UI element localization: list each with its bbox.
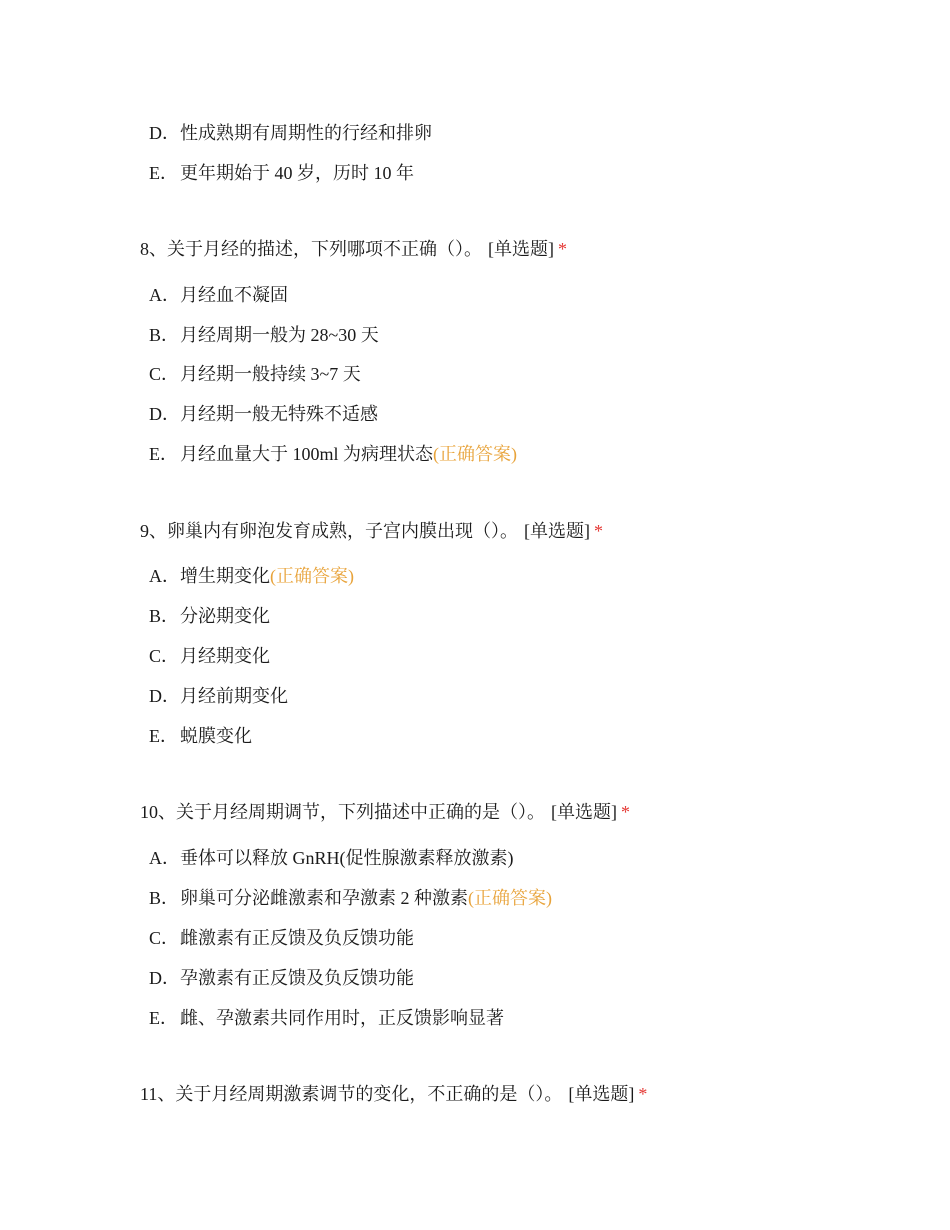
option-row: [149, 402, 378, 426]
option-letter: A．: [149, 848, 180, 868]
question-text: 11、关于月经周期激素调节的变化，不正确的是（）。: [140, 1084, 563, 1104]
option-letter: B．: [149, 606, 180, 626]
option-letter: A．: [149, 285, 180, 305]
correct-answer-tag: (正确答案): [270, 566, 354, 586]
option-text: 蜕膜变化: [180, 726, 252, 746]
option-text: 增生期变化: [180, 566, 270, 586]
option-letter: C．: [149, 364, 180, 384]
option-text: 卵巢可分泌雌激素和孕激素 2 种激素: [180, 888, 468, 908]
option-text: 月经血不凝固: [180, 285, 288, 305]
question-type: [单选题]: [568, 1084, 635, 1104]
option-letter: D．: [149, 968, 180, 988]
option-letter: D．: [149, 404, 180, 424]
option-row: [149, 966, 414, 990]
option-row: [149, 161, 414, 185]
required-marker: *: [638, 1084, 648, 1104]
option-row: [149, 323, 379, 347]
option-row: [149, 121, 432, 145]
required-marker: *: [621, 802, 630, 822]
question-text: 8、关于月经的描述，下列哪项不正确（）。: [140, 239, 482, 259]
option-row: [149, 604, 270, 628]
option-text: 雌、孕激素共同作用时，正反馈影响显著: [180, 1008, 504, 1028]
option-text: 月经周期一般为 28~30 天: [180, 325, 379, 345]
option-letter: C．: [149, 928, 180, 948]
question-title: [140, 237, 567, 261]
option-text: 更年期始于 40 岁，历时 10 年: [180, 163, 414, 183]
option-text: 月经期变化: [180, 646, 270, 666]
option-text: 垂体可以释放 GnRH(促性腺激素释放激素): [180, 848, 514, 868]
option-row: [149, 926, 414, 950]
option-row: [149, 564, 354, 588]
option-letter: B．: [149, 325, 180, 345]
option-letter: A．: [149, 566, 180, 586]
option-text: 雌激素有正反馈及负反馈功能: [180, 928, 414, 948]
option-row: [149, 644, 270, 668]
question-text: 10、关于月经周期调节，下列描述中正确的是（）。: [140, 802, 545, 822]
option-row: [149, 283, 288, 307]
option-letter: C．: [149, 646, 180, 666]
question-type: [单选题]: [524, 521, 590, 541]
option-text: 月经期一般无特殊不适感: [180, 404, 378, 424]
correct-answer-tag: (正确答案): [433, 444, 518, 464]
option-letter: E．: [149, 1008, 178, 1028]
option-row: [149, 684, 288, 708]
question-type: [单选题]: [488, 239, 554, 259]
question-type: [单选题]: [551, 802, 617, 822]
option-letter: B．: [149, 888, 180, 908]
option-row: [149, 362, 361, 386]
required-marker: *: [558, 239, 567, 259]
option-text: 性成熟期有周期性的行经和排卵: [180, 123, 432, 143]
option-text: 月经血量大于 100ml 为病理状态: [180, 444, 434, 464]
option-letter: D．: [149, 123, 180, 143]
required-marker: *: [594, 521, 603, 541]
option-row: [149, 846, 514, 870]
question-title: [140, 1082, 647, 1106]
option-text: 月经前期变化: [180, 686, 288, 706]
question-text: 9、卵巢内有卵泡发育成熟，子宫内膜出现（）。: [140, 521, 518, 541]
option-row: [149, 886, 552, 910]
question-title: [140, 519, 603, 543]
option-row: [149, 442, 517, 466]
option-row: [149, 1006, 504, 1030]
correct-answer-tag: (正确答案): [468, 888, 552, 908]
option-letter: D．: [149, 686, 180, 706]
question-title: [140, 800, 630, 824]
option-letter: E．: [149, 444, 178, 464]
option-text: 孕激素有正反馈及负反馈功能: [180, 968, 414, 988]
option-text: 月经期一般持续 3~7 天: [180, 364, 361, 384]
option-letter: E．: [149, 726, 178, 746]
option-row: [149, 724, 252, 748]
option-letter: E．: [149, 163, 178, 183]
option-text: 分泌期变化: [180, 606, 270, 626]
